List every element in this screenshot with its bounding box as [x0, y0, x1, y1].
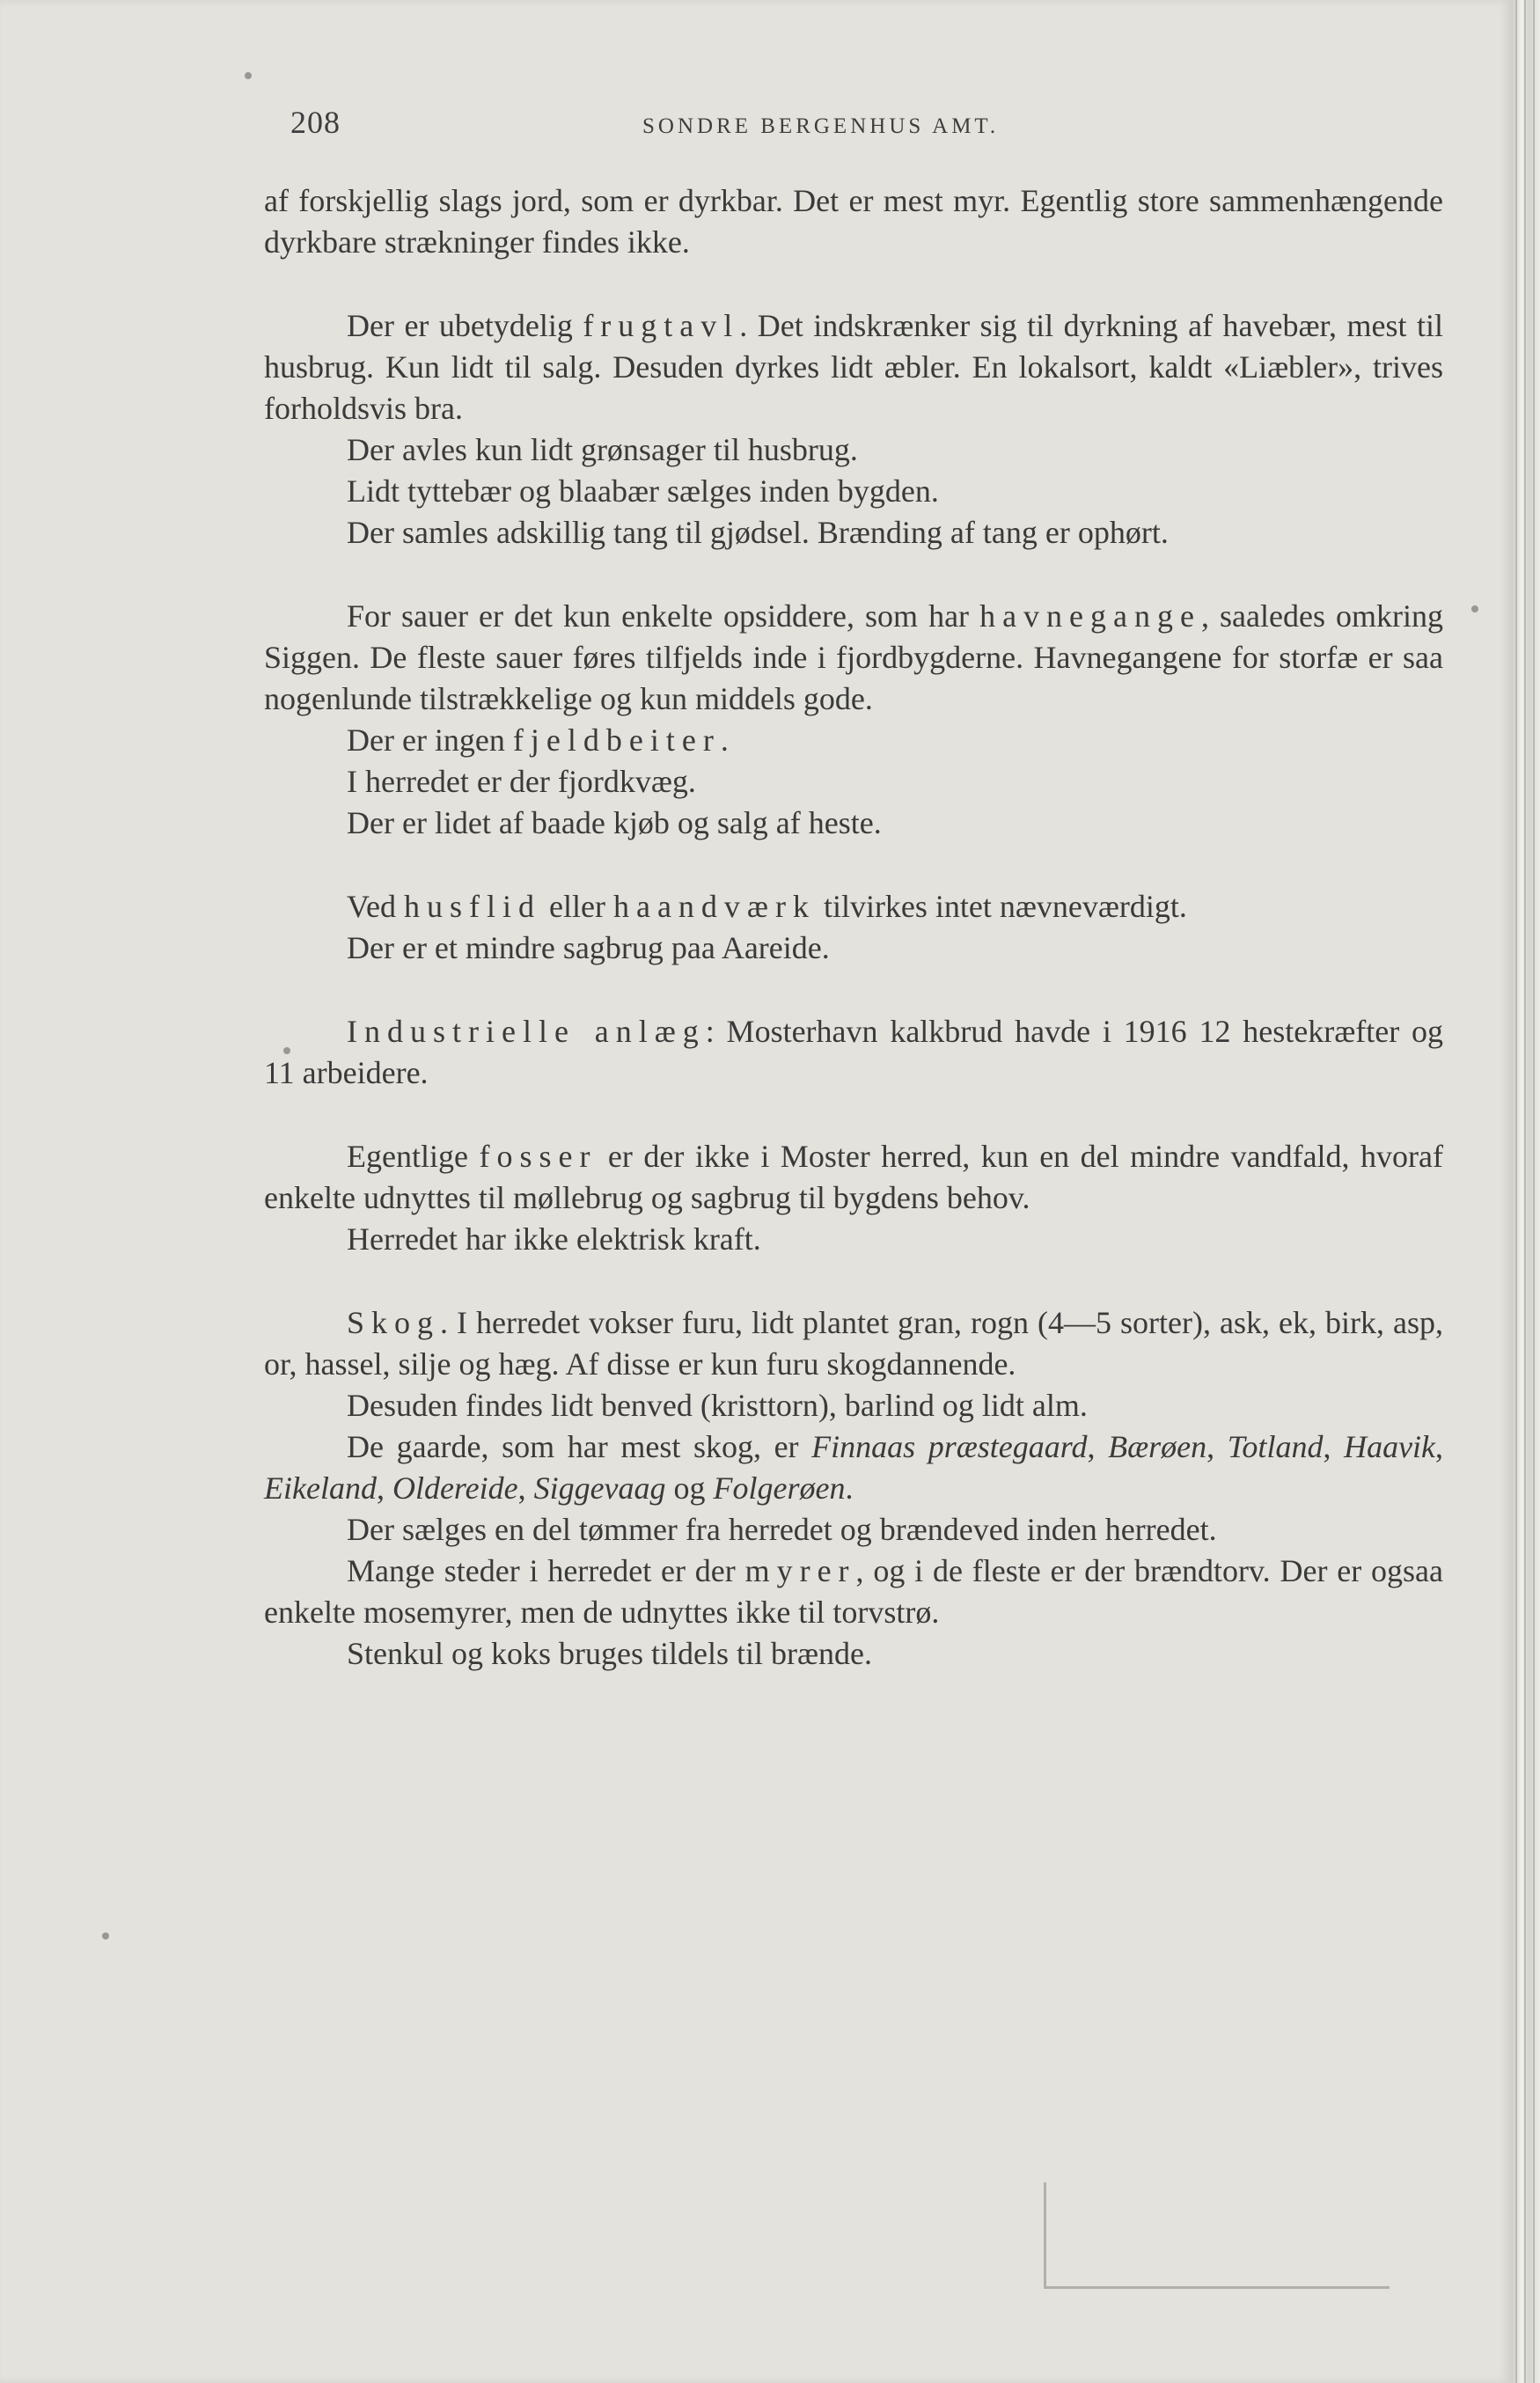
text-segment: og — [665, 1470, 714, 1506]
text-segment: . I herredet vokser furu, lidt plantet gran, rogn (4—5 sorter), ask, ek, birk, asp, or, hassel, silje og hæg. Af disse er kun furu skogdannende. — [264, 1305, 1443, 1382]
text-segment: Egentlige — [347, 1139, 480, 1174]
paragraph-gap — [264, 263, 1443, 305]
text-segment: Der er et mindre sagbrug paa Aareide. — [347, 930, 830, 965]
italic-term: Haavik — [1344, 1429, 1436, 1464]
paragraph — [264, 1302, 1443, 1385]
text-segment: , — [1435, 1429, 1444, 1464]
text-segment: Ved — [347, 889, 404, 924]
edge-line — [1515, 0, 1517, 2383]
paragraph-gap — [264, 844, 1443, 886]
paragraph — [264, 1011, 1443, 1094]
paragraph — [264, 720, 1443, 761]
scan-corner-mark — [1044, 2182, 1390, 2289]
edge-line — [1524, 0, 1526, 2383]
text-segment: . Det indskrænker sig til dyrkning af havebær, mest til husbrug. Kun lidt til salg. Desuden dyrkes lidt æbler. En lokalsort, kaldt «Liæbler», trives forholdsvis bra. — [264, 308, 1443, 426]
text-segment: : Mosterhavn kalkbrud havde i 1916 12 hestekræfter og 11 arbeidere. — [264, 1014, 1443, 1090]
spaced-term: fjeldbeiter — [512, 722, 721, 758]
paragraph — [264, 1219, 1443, 1260]
text-segment: De gaarde, som har mest skog, er — [347, 1429, 812, 1464]
italic-term: Totland — [1227, 1429, 1324, 1464]
text-segment: Stenkul og koks bruges tildels til brænde. — [347, 1636, 872, 1671]
spaced-term: Skog — [347, 1305, 441, 1340]
spaced-term: fosser — [479, 1139, 598, 1174]
text-segment: , — [517, 1470, 534, 1506]
text-segment: , — [1206, 1429, 1228, 1464]
paragraph — [264, 886, 1443, 928]
paragraph — [264, 305, 1443, 429]
text-segment: Herredet har ikke elektrisk kraft. — [347, 1221, 761, 1257]
text-segment: I herredet er der fjordkvæg. — [347, 764, 696, 799]
italic-term: Finnaas præstegaard — [811, 1429, 1088, 1464]
text-segment: Der samles adskillig tang til gjødsel. Brænding af tang er ophørt. — [347, 515, 1169, 550]
paragraph — [264, 429, 1443, 471]
paragraph — [264, 596, 1443, 720]
paragraph — [264, 1385, 1443, 1426]
text-segment: , — [1087, 1429, 1109, 1464]
paragraph — [264, 1426, 1443, 1509]
paragraph — [264, 761, 1443, 803]
scan-speck — [1471, 605, 1478, 612]
text-segment: . — [720, 722, 729, 758]
text-segment: , og i de fleste er der brændtorv. Der er ogsaa enkelte mosemyrer, men de udnyttes ikke til torvstrø. — [264, 1553, 1443, 1630]
paragraph — [264, 471, 1443, 512]
text-segment: er der ikke i Moster herred, kun en del mindre vandfald, hvoraf enkelte udnyttes til møllebrug og sagbrug til bygdens behov. — [264, 1139, 1444, 1215]
paragraph — [264, 1551, 1443, 1633]
paragraph-gap — [264, 554, 1443, 596]
text-segment: eller — [541, 889, 613, 924]
text-segment: , — [376, 1470, 392, 1506]
paragraph — [264, 803, 1443, 844]
italic-term: Siggevaag — [533, 1470, 666, 1506]
running-head: SONDRE BERGENHUS AMT. — [642, 114, 1000, 138]
text-segment: Mange steder i herredet er der — [347, 1553, 745, 1588]
paragraph — [264, 928, 1443, 969]
paragraph — [264, 180, 1443, 263]
italic-term: Folgerøen — [713, 1470, 846, 1506]
text-segment: For sauer er det kun enkelte opsiddere, som har — [347, 598, 980, 634]
text-segment: af forskjellig slags jord, som er dyrkbar. Det er mest myr. Egentlig store sammenhængende dyrkbare strækninger findes ikke. — [264, 183, 1443, 260]
scan-speck — [102, 1932, 109, 1939]
paragraph-gap — [264, 969, 1443, 1011]
spaced-term: frugtavl — [583, 308, 740, 343]
paragraph — [264, 1633, 1443, 1675]
paragraph-gap — [264, 1094, 1443, 1136]
spaced-term: Industrielle anlæg — [347, 1014, 706, 1049]
text-segment: Der sælges en del tømmer fra herredet og brændeved inden herredet. — [347, 1512, 1217, 1547]
page-number: 208 — [290, 105, 341, 140]
paragraph-gap — [264, 1260, 1443, 1302]
text-segment: Der er lidet af baade kjøb og salg af heste. — [347, 805, 882, 840]
page-header — [290, 104, 1452, 148]
scan-speck — [245, 72, 252, 79]
spaced-term: myrer — [744, 1553, 856, 1588]
edge-line — [1533, 0, 1535, 2383]
scan-speck — [283, 1047, 290, 1054]
text-segment: , saaledes omkring Siggen. De fleste sauer føres tilfjelds inde i fjordbygderne. Havnegangene for storfæ er saa nogenlunde tilstrækkelige og kun middels gode. — [264, 598, 1443, 716]
text-segment: Der er ingen — [347, 722, 513, 758]
text-segment: , — [1323, 1429, 1345, 1464]
spaced-term: haandværk — [612, 889, 816, 924]
italic-term: Oldereide — [392, 1470, 518, 1506]
text-segment: . — [845, 1470, 854, 1506]
text-segment: Lidt tyttebær og blaabær sælges inden bygden. — [347, 473, 939, 509]
paragraph — [264, 1136, 1443, 1219]
text-segment: tilvirkes intet nævneværdigt. — [815, 889, 1187, 924]
italic-term: Eikeland — [264, 1470, 377, 1506]
text-segment: Der avles kun lidt grønsager til husbrug. — [347, 432, 858, 467]
page-edge — [1512, 0, 1540, 2383]
text-segment: Der er ubetydelig — [347, 308, 583, 343]
paragraph — [264, 512, 1443, 554]
spaced-term: husflid — [404, 889, 542, 924]
spaced-term: havnegange — [979, 598, 1201, 634]
paragraph — [264, 1509, 1443, 1551]
body-text — [264, 180, 1443, 1675]
italic-term: Bærøen — [1108, 1429, 1207, 1464]
text-segment: Desuden findes lidt benved (kristtorn), barlind og lidt alm. — [347, 1388, 1088, 1423]
